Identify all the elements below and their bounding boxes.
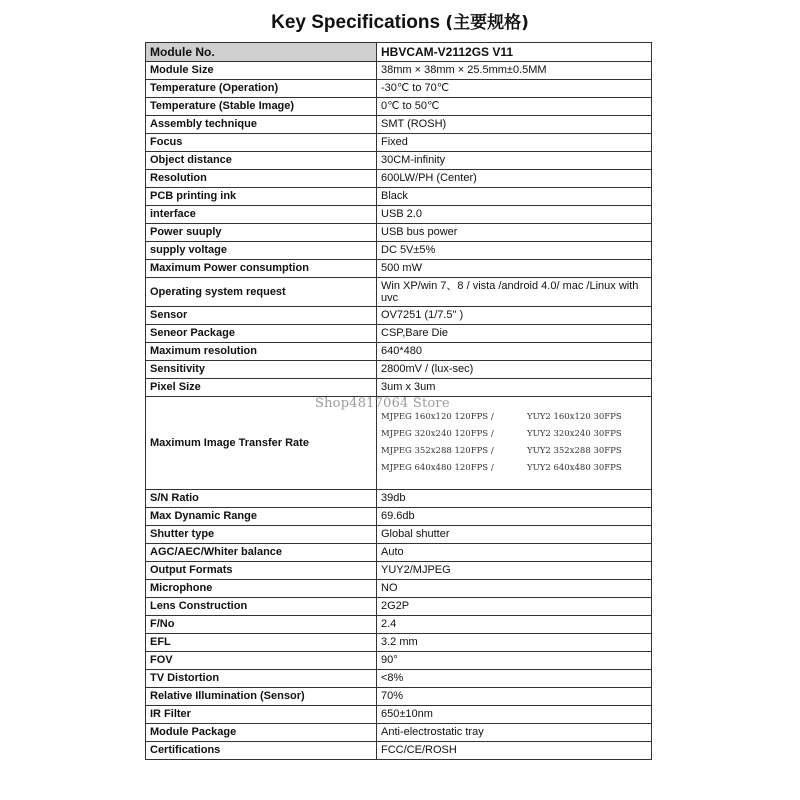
- table-row: [146, 134, 652, 152]
- page-title: [0, 8, 800, 34]
- spec-value: 3.2 mm: [377, 634, 652, 652]
- spec-label: Operating system request: [146, 278, 377, 307]
- table-row: [146, 490, 652, 508]
- spec-value: <8%: [377, 670, 652, 688]
- mjpeg-rate: MJPEG 352x288 120FPS /: [381, 446, 494, 456]
- spec-value: Win XP/win 7、8 / vista /android 4.0/ mac /Linux with uvc: [377, 278, 652, 307]
- mjpeg-rate: MJPEG 320x240 120FPS /: [381, 429, 494, 439]
- spec-label: Maximum Image Transfer Rate: [146, 397, 377, 490]
- header-label: Module No.: [146, 43, 377, 62]
- yuy2-rate: YUY2 160x120 30FPS: [527, 412, 622, 422]
- table-row: [146, 580, 652, 598]
- table-row: [146, 634, 652, 652]
- spec-value: 0℃ to 50℃: [377, 98, 652, 116]
- spec-label: interface: [146, 206, 377, 224]
- spec-value: -30℃ to 70℃: [377, 80, 652, 98]
- table-row: [146, 62, 652, 80]
- mjpeg-rate: MJPEG 640x480 120FPS /: [381, 463, 494, 473]
- spec-label: Sensor: [146, 307, 377, 325]
- transfer-rate-line: [381, 409, 647, 426]
- spec-value: CSP,Bare Die: [377, 325, 652, 343]
- spec-label: Seneor Package: [146, 325, 377, 343]
- table-row: [146, 742, 652, 760]
- table-row: [146, 116, 652, 134]
- spec-value: 38mm × 38mm × 25.5mm±0.5MM: [377, 62, 652, 80]
- table-header-row: [146, 43, 652, 62]
- spec-value: 39db: [377, 490, 652, 508]
- spec-label: Maximum Power consumption: [146, 260, 377, 278]
- spec-label: PCB printing ink: [146, 188, 377, 206]
- spec-label: F/No: [146, 616, 377, 634]
- table-row: [146, 724, 652, 742]
- spec-value: 90°: [377, 652, 652, 670]
- spec-label: supply voltage: [146, 242, 377, 260]
- spec-label: Object distance: [146, 152, 377, 170]
- spec-value: 2.4: [377, 616, 652, 634]
- spec-label: IR Filter: [146, 706, 377, 724]
- table-row: [146, 379, 652, 397]
- table-row: [146, 562, 652, 580]
- table-row: [146, 616, 652, 634]
- spec-value: OV7251 (1/7.5" ): [377, 307, 652, 325]
- store-watermark: Shop4817064 Store: [315, 396, 450, 411]
- spec-value: Black: [377, 188, 652, 206]
- table-row: [146, 152, 652, 170]
- spec-value: USB bus power: [377, 224, 652, 242]
- spec-label: Sensitivity: [146, 361, 377, 379]
- table-row: [146, 688, 652, 706]
- table-row: [146, 206, 652, 224]
- spec-label: Microphone: [146, 580, 377, 598]
- spec-value: SMT (ROSH): [377, 116, 652, 134]
- table-row: [146, 188, 652, 206]
- transfer-rate-line: [381, 443, 647, 460]
- spec-value: 500 mW: [377, 260, 652, 278]
- spec-value: Auto: [377, 544, 652, 562]
- table-row: [146, 242, 652, 260]
- transfer-rate-line: [381, 460, 647, 477]
- spec-label: Temperature (Stable Image): [146, 98, 377, 116]
- table-row: [146, 170, 652, 188]
- spec-value: Global shutter: [377, 526, 652, 544]
- table-row: [146, 307, 652, 325]
- spec-label: Max Dynamic Range: [146, 508, 377, 526]
- table-row: [146, 598, 652, 616]
- spec-label: AGC/AEC/Whiter balance: [146, 544, 377, 562]
- yuy2-rate: YUY2 352x288 30FPS: [527, 446, 622, 456]
- title-main: Key Specifications: [271, 12, 441, 33]
- yuy2-rate: YUY2 320x240 30FPS: [527, 429, 622, 439]
- spec-label: TV Distortion: [146, 670, 377, 688]
- table-row: [146, 652, 652, 670]
- table-row: [146, 98, 652, 116]
- spec-label: FOV: [146, 652, 377, 670]
- spec-value: 2800mV / (lux-sec): [377, 361, 652, 379]
- spec-value: 2G2P: [377, 598, 652, 616]
- table-row: [146, 508, 652, 526]
- spec-value: 30CM-infinity: [377, 152, 652, 170]
- table-row: [146, 706, 652, 724]
- spec-value: DC 5V±5%: [377, 242, 652, 260]
- spec-label: Assembly technique: [146, 116, 377, 134]
- table-row: [146, 80, 652, 98]
- spec-value: YUY2/MJPEG: [377, 562, 652, 580]
- yuy2-rate: YUY2 640x480 30FPS: [527, 463, 622, 473]
- spec-label: Module Size: [146, 62, 377, 80]
- transfer-rate-line: [381, 426, 647, 443]
- spec-label: Resolution: [146, 170, 377, 188]
- spec-value: 69.6db: [377, 508, 652, 526]
- title-cn: (主要规格): [445, 13, 529, 33]
- spec-value: NO: [377, 580, 652, 598]
- spec-value: FCC/CE/ROSH: [377, 742, 652, 760]
- spec-value: 70%: [377, 688, 652, 706]
- spec-label: Output Formats: [146, 562, 377, 580]
- spec-label: Power suuply: [146, 224, 377, 242]
- table-row: [146, 361, 652, 379]
- spec-value: Anti-electrostatic tray: [377, 724, 652, 742]
- table-row: [146, 526, 652, 544]
- spec-value: USB 2.0: [377, 206, 652, 224]
- spec-label: Relative Illumination (Sensor): [146, 688, 377, 706]
- spec-label: Certifications: [146, 742, 377, 760]
- spec-label: Module Package: [146, 724, 377, 742]
- table-row: [146, 343, 652, 361]
- table-row: [146, 278, 652, 307]
- table-row: [146, 260, 652, 278]
- spec-value: 640*480: [377, 343, 652, 361]
- spec-label: EFL: [146, 634, 377, 652]
- mjpeg-rate: MJPEG 160x120 120FPS /: [381, 412, 494, 422]
- header-value: HBVCAM-V2112GS V11: [377, 43, 652, 62]
- spec-label: S/N Ratio: [146, 490, 377, 508]
- spec-label: Pixel Size: [146, 379, 377, 397]
- spec-value: 600LW/PH (Center): [377, 170, 652, 188]
- spec-label: Maximum resolution: [146, 343, 377, 361]
- table-row: [146, 544, 652, 562]
- spec-value: 650±10nm: [377, 706, 652, 724]
- spec-value: 3um x 3um: [377, 379, 652, 397]
- spec-label: Temperature (Operation): [146, 80, 377, 98]
- spec-label: Shutter type: [146, 526, 377, 544]
- table-row: [146, 224, 652, 242]
- spec-label: Focus: [146, 134, 377, 152]
- table-row: [146, 325, 652, 343]
- spec-value: Fixed: [377, 134, 652, 152]
- table-row: [146, 670, 652, 688]
- spec-label: Lens Construction: [146, 598, 377, 616]
